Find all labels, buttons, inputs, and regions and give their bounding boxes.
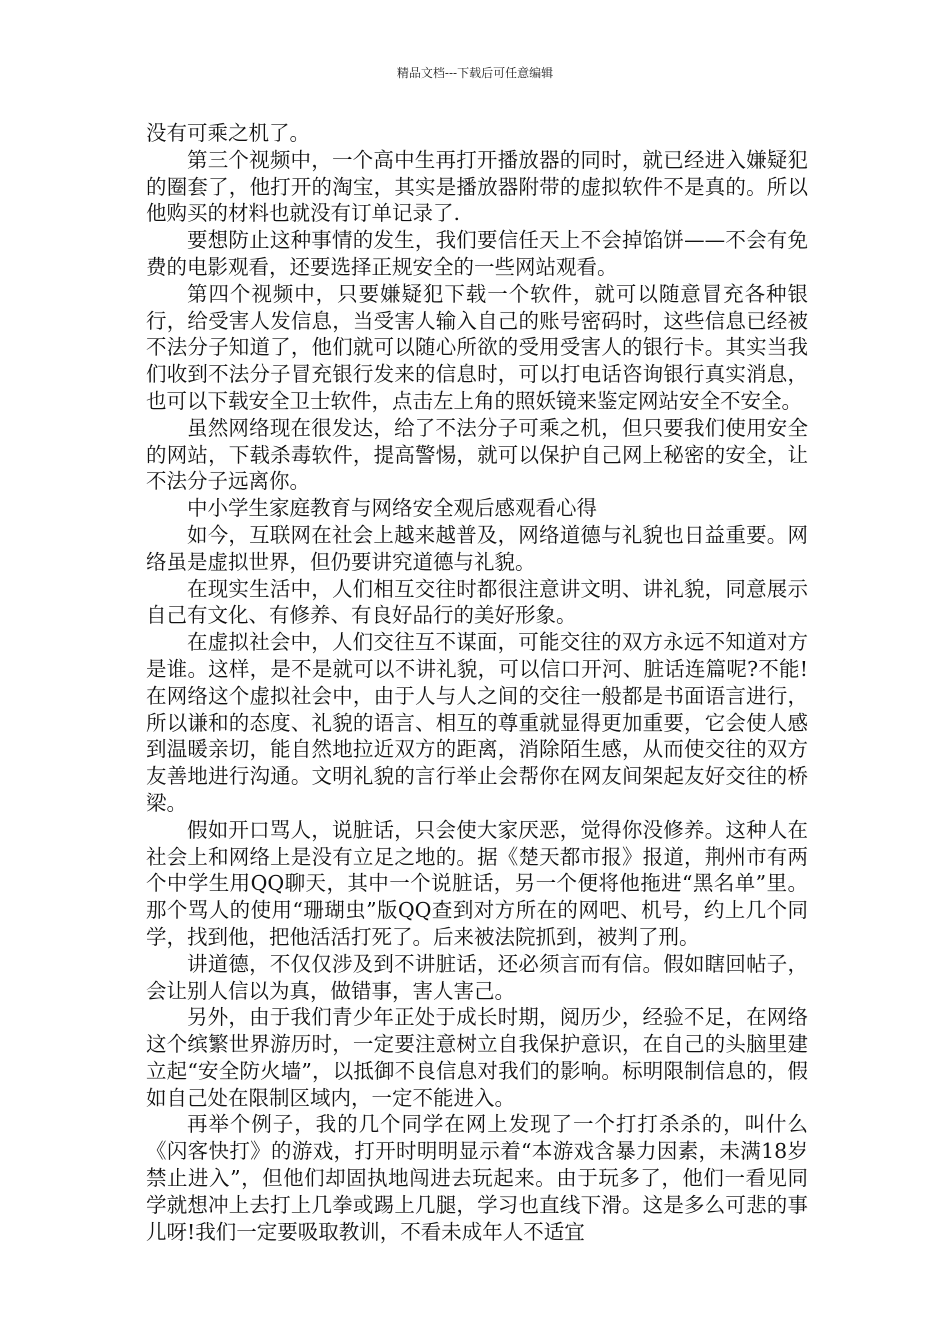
section-heading: 中小学生家庭教育与网络安全观后感观看心得 <box>187 496 597 521</box>
paragraph: 第三个视频中，一个高中生再打开播放器的同时，就已经进入嫌疑犯的圈套了，他打开的淘宝，其实是播放器附带的虚拟软件不是真的。所以他购买的材料也就没有订单记录了. <box>146 147 808 226</box>
paragraph: 假如开口骂人，说脏话，只会使大家厌恶，觉得你没修养。这种人在社会上和网络上是没有立足之地的。据《楚天都市报》报道，荆州市有两个中学生用QQ聊天，其中一个说脏话，另一个便将他拖进“黑名单”里。那个骂人的使用“珊瑚虫”版QQ查到对方所在的网吧、机号，约上几个同学，找到他，把他活活打死了。后来被法院抓到，被判了刑。 <box>146 817 808 949</box>
document-body <box>146 120 808 1245</box>
paragraph: 讲道德，不仅仅涉及到不讲脏话，还必须言而有信。假如瞎回帖子，会让别人信以为真，做错事，害人害己。 <box>146 951 808 1003</box>
paragraph: 没有可乘之机了。 <box>146 121 310 145</box>
paragraph: 第四个视频中，只要嫌疑犯下载一个软件，就可以随意冒充各种银行，给受害人发信息，当受害人输入自己的账号密码时，这些信息已经被不法分子知道了，他们就可以随心所欲的受用受害人的银行卡。其实当我们收到不法分子冒充银行发来的信息时，可以打电话咨询银行真实消息，也可以下载安全卫士软件，点击左上角的照妖镜来鉴定网站安全不安全。 <box>146 281 808 413</box>
paragraph: 另外，由于我们青少年正处于成长时期，阅历少，经验不足，在网络这个缤繁世界游历时，一定要注意树立自我保护意识，在自己的头脑里建立起“安全防火墙”，以抵御不良信息对我们的影响。标明限制信息的，假如自己处在限制区域内，一定不能进入。 <box>146 1005 808 1110</box>
paragraph: 再举个例子，我的几个同学在网上发现了一个打打杀杀的，叫什么《闪客快打》的游戏，打开时明明显示着“本游戏含暴力因素，未满18岁禁止进入”，但他们却固执地闯进去玩起来。由于玩多了，他们一看见同学就想冲上去打上几拳或踢上几腿，学习也直线下滑。这是多么可悲的事儿呀!我们一定要吸取教训，不看未成年人不适宜 <box>146 1112 808 1244</box>
page-header: 精品文档---下载后可任意编辑 <box>396 66 554 80</box>
paragraph: 在虚拟社会中，人们交往互不谋面，可能交往的双方永远不知道对方是谁。这样，是不是就可以不讲礼貌，可以信口开河、脏话连篇呢?不能!在网络这个虚拟社会中，由于人与人之间的交往一般都是书面语言进行，所以谦和的态度、礼貌的语言、相互的尊重就显得更加重要，它会使人感到温暖亲切，能自然地拉近双方的距离，消除陌生感，从而使交往的双方友善地进行沟通。文明礼貌的言行举止会帮你在网友间架起友好交往的桥梁。 <box>146 630 808 815</box>
paragraph: 如今，互联网在社会上越来越普及，网络道德与礼貌也日益重要。网络虽是虚拟世界，但仍要讲究道德与礼貌。 <box>146 522 808 574</box>
paragraph: 在现实生活中，人们相互交往时都很注意讲文明、讲礼貌，同意展示自己有文化、有修养、有良好品行的美好形象。 <box>146 576 808 628</box>
paragraph: 虽然网络现在很发达，给了不法分子可乘之机，但只要我们使用安全的网站，下载杀毒软件，提高警惕，就可以保护自己网上秘密的安全，让不法分子远离你。 <box>146 415 808 494</box>
paragraph: 要想防止这种事情的发生，我们要信任天上不会掉馅饼——不会有免费的电影观看，还要选择正规安全的一些网站观看。 <box>146 228 808 279</box>
